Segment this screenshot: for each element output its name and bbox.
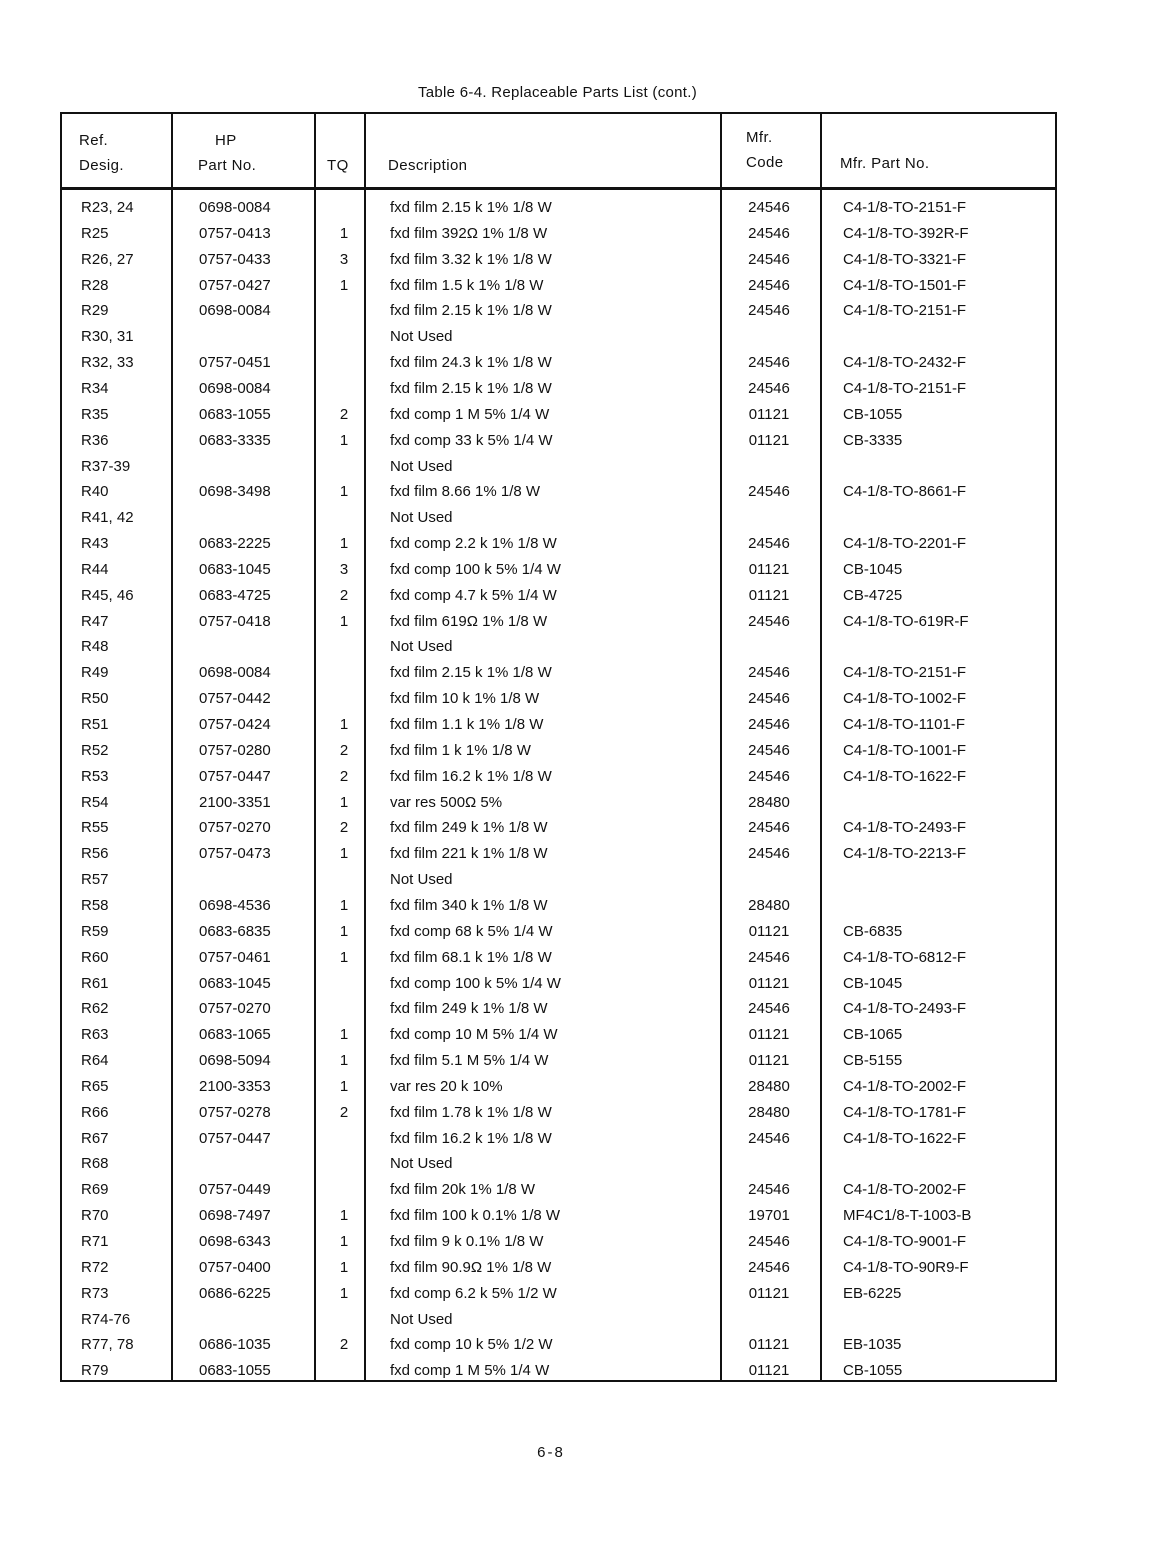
description: fxd comp 2.2 k 1% 1/8 W (390, 535, 557, 553)
description: Not Used (390, 871, 453, 889)
total-quantity: 1 (339, 948, 349, 966)
description: fxd film 24.3 k 1% 1/8 W (390, 354, 552, 372)
hp-part-number: 0686-1035 (199, 1336, 271, 1354)
mfr-code: 24546 (748, 535, 790, 553)
ref-designator: R74-76 (81, 1310, 131, 1328)
mfr-code: 01121 (748, 560, 790, 578)
mfr-part-number: CB-1045 (843, 560, 903, 578)
header-description: Description (388, 157, 468, 174)
table-row (62, 763, 1055, 789)
table-title: Table 6-4. Replaceable Parts List (cont.) (417, 84, 698, 101)
description: Not Used (390, 638, 453, 656)
ref-designator: R72 (81, 1258, 109, 1276)
mfr-part-number: EB-1035 (843, 1336, 902, 1354)
mfr-code: 01121 (748, 1026, 790, 1044)
description: Not Used (390, 509, 453, 527)
description: fxd film 2.15 k 1% 1/8 W (390, 199, 552, 216)
table-row (62, 918, 1055, 944)
table-row (62, 892, 1055, 918)
hp-part-number: 0757-0427 (199, 276, 271, 294)
ref-designator: R36 (81, 431, 109, 449)
description: Not Used (390, 328, 453, 346)
mfr-code: 24546 (748, 1000, 790, 1018)
header-hp-part-no: HP Part No. (198, 132, 257, 174)
table-row (62, 220, 1055, 246)
hp-part-number: 0757-0442 (199, 690, 271, 708)
ref-designator: R44 (81, 560, 109, 578)
parts-table (60, 112, 1057, 1382)
description: fxd comp 100 k 5% 1/4 W (390, 560, 561, 578)
description: fxd film 16.2 k 1% 1/8 W (390, 1129, 552, 1147)
ref-designator: R30, 31 (81, 328, 134, 346)
hp-part-number: 0698-0084 (199, 664, 271, 682)
mfr-part-number: C4-1/8-TO-6812-F (843, 948, 967, 966)
ref-designator: R53 (81, 767, 109, 785)
table-row (62, 504, 1055, 530)
hp-part-number: 0757-0280 (199, 741, 271, 759)
ref-designator: R37-39 (81, 457, 131, 475)
description: Not Used (390, 1155, 453, 1173)
mfr-part-number: CB-6835 (843, 922, 903, 940)
mfr-code: 01121 (748, 974, 790, 992)
description: fxd film 1.78 k 1% 1/8 W (390, 1103, 552, 1121)
mfr-part-number: C4-1/8-TO-3321-F (843, 250, 967, 268)
table-row (62, 582, 1055, 608)
ref-designator: R26, 27 (81, 250, 134, 268)
header-mfr-code: Mfr. Code (746, 129, 784, 171)
table-row (62, 1176, 1055, 1202)
hp-part-number: 0757-0278 (199, 1103, 271, 1121)
table-row (62, 453, 1055, 479)
ref-designator: R73 (81, 1284, 109, 1302)
ref-designator: R66 (81, 1103, 109, 1121)
table-row (62, 401, 1055, 427)
mfr-part-number: C4-1/8-TO-2151-F (843, 302, 967, 320)
mfr-code: 24546 (748, 379, 790, 397)
total-quantity: 1 (339, 535, 349, 553)
total-quantity: 1 (339, 1077, 349, 1095)
description: fxd film 619Ω 1% 1/8 W (390, 612, 548, 630)
mfr-part-number: C4-1/8-TO-1001-F (843, 741, 967, 759)
table-row (62, 711, 1055, 737)
description: fxd film 16.2 k 1% 1/8 W (390, 767, 552, 785)
description: fxd comp 68 k 5% 1/4 W (390, 922, 553, 940)
ref-designator: R32, 33 (81, 354, 134, 372)
description: var res 500Ω 5% (390, 793, 503, 811)
table-row (62, 1150, 1055, 1176)
mfr-part-number: CB-3335 (843, 431, 903, 449)
hp-part-number: 0698-5094 (199, 1052, 271, 1070)
total-quantity: 3 (339, 250, 349, 268)
total-quantity: 1 (339, 896, 349, 914)
ref-designator: R55 (81, 819, 109, 837)
ref-designator: R54 (81, 793, 109, 811)
total-quantity: 1 (339, 612, 349, 630)
ref-designator: R69 (81, 1181, 109, 1199)
table-row (62, 530, 1055, 556)
hp-part-number: 0757-0400 (199, 1258, 271, 1276)
total-quantity: 1 (339, 431, 349, 449)
table-row (62, 814, 1055, 840)
total-quantity: 1 (339, 483, 349, 501)
mfr-part-number: C4-1/8-TO-2151-F (843, 379, 967, 397)
total-quantity: 1 (339, 276, 349, 294)
table-row (62, 789, 1055, 815)
table-row (62, 944, 1055, 970)
mfr-code: 19701 (748, 1207, 790, 1225)
mfr-part-number: C4-1/8-TO-8661-F (843, 483, 967, 501)
table-row (62, 478, 1055, 504)
ref-designator: R29 (81, 302, 109, 320)
table-row (62, 840, 1055, 866)
description: var res 20 k 10% (390, 1077, 503, 1095)
description: fxd film 100 k 0.1% 1/8 W (390, 1207, 561, 1225)
description: fxd film 3.32 k 1% 1/8 W (390, 250, 552, 268)
mfr-code: 01121 (748, 1052, 790, 1070)
description: Not Used (390, 457, 453, 475)
ref-designator: R68 (81, 1155, 109, 1173)
mfr-part-number: CB-5155 (843, 1052, 903, 1070)
ref-designator: R58 (81, 896, 109, 914)
mfr-part-number: C4-1/8-TO-1622-F (843, 1129, 967, 1147)
hp-part-number: 0757-0447 (199, 767, 271, 785)
hp-part-number: 0683-1055 (199, 405, 271, 423)
table-row (62, 194, 1055, 220)
mfr-code: 28480 (748, 896, 790, 914)
total-quantity: 1 (339, 922, 349, 940)
hp-part-number: 0757-0449 (199, 1181, 271, 1199)
mfr-code: 28480 (748, 793, 790, 811)
mfr-part-number: CB-4725 (843, 586, 903, 604)
ref-designator: R49 (81, 664, 109, 682)
hp-part-number: 0698-3498 (199, 483, 271, 501)
description: fxd comp 100 k 5% 1/4 W (390, 974, 561, 992)
ref-designator: R35 (81, 405, 109, 423)
total-quantity: 2 (339, 1103, 349, 1121)
table-row (62, 375, 1055, 401)
hp-part-number: 0698-0084 (199, 379, 271, 397)
ref-designator: R34 (81, 379, 109, 397)
mfr-code: 01121 (748, 1336, 790, 1354)
description: fxd film 249 k 1% 1/8 W (390, 819, 548, 837)
mfr-part-number: C4-1/8-TO-9001-F (843, 1233, 967, 1250)
description: fxd comp 10 k 5% 1/2 W (390, 1336, 553, 1354)
description: fxd comp 4.7 k 5% 1/4 W (390, 586, 557, 604)
ref-designator: R64 (81, 1052, 109, 1070)
ref-designator: R51 (81, 716, 109, 733)
total-quantity: 1 (339, 1258, 349, 1276)
mfr-part-number: C4-1/8-TO-2201-F (843, 535, 967, 553)
ref-designator: R79 (81, 1362, 109, 1380)
table-row (62, 685, 1055, 711)
total-quantity: 2 (339, 741, 349, 759)
table-row (62, 737, 1055, 763)
ref-designator: R41, 42 (81, 509, 134, 527)
description: fxd film 90.9Ω 1% 1/8 W (390, 1258, 552, 1276)
hp-part-number: 0698-7497 (199, 1207, 271, 1225)
table-row (62, 1280, 1055, 1306)
mfr-code: 24546 (748, 1258, 790, 1276)
mfr-code: 24546 (748, 690, 790, 708)
mfr-code: 24546 (748, 612, 790, 630)
mfr-code: 01121 (748, 1362, 790, 1380)
table-row (62, 659, 1055, 685)
ref-designator: R62 (81, 1000, 109, 1018)
ref-designator: R59 (81, 922, 109, 940)
ref-designator: R56 (81, 845, 109, 863)
mfr-code: 24546 (748, 1233, 790, 1250)
table-row (62, 1228, 1055, 1254)
mfr-part-number: C4-1/8-TO-1622-F (843, 767, 967, 785)
ref-designator: R47 (81, 612, 109, 630)
mfr-code: 24546 (748, 741, 790, 759)
description: fxd comp 1 M 5% 1/4 W (390, 1362, 550, 1380)
mfr-code: 01121 (748, 586, 790, 604)
mfr-part-number: C4-1/8-TO-2432-F (843, 354, 967, 372)
description: fxd film 8.66 1% 1/8 W (390, 483, 541, 501)
ref-designator: R23, 24 (81, 199, 134, 216)
table-row (62, 1073, 1055, 1099)
hp-part-number: 0683-4725 (199, 586, 271, 604)
total-quantity: 1 (339, 1233, 349, 1250)
table-row (62, 995, 1055, 1021)
mfr-part-number: C4-1/8-TO-2213-F (843, 845, 967, 863)
total-quantity: 2 (339, 405, 349, 423)
table-row (62, 633, 1055, 659)
table-row (62, 1306, 1055, 1332)
hp-part-number: 0698-4536 (199, 896, 271, 914)
hp-part-number: 0683-1055 (199, 1362, 271, 1380)
ref-designator: R70 (81, 1207, 109, 1225)
description: fxd film 5.1 M 5% 1/4 W (390, 1052, 549, 1070)
hp-part-number: 0757-0433 (199, 250, 271, 268)
table-row (62, 349, 1055, 375)
mfr-part-number: C4-1/8-TO-1501-F (843, 276, 967, 294)
ref-designator: R60 (81, 948, 109, 966)
table-row (62, 1021, 1055, 1047)
hp-part-number: 0683-6835 (199, 922, 271, 940)
hp-part-number: 0757-0451 (199, 354, 271, 372)
table-row (62, 866, 1055, 892)
hp-part-number: 0683-1065 (199, 1026, 271, 1044)
mfr-code: 28480 (748, 1077, 790, 1095)
mfr-part-number: C4-1/8-TO-392R-F (843, 224, 969, 242)
ref-designator: R67 (81, 1129, 109, 1147)
hp-part-number: 0757-0447 (199, 1129, 271, 1147)
mfr-code: 01121 (748, 431, 790, 449)
description: Not Used (390, 1310, 453, 1328)
ref-designator: R43 (81, 535, 109, 553)
table-row (62, 1331, 1055, 1357)
mfr-code: 24546 (748, 819, 790, 837)
ref-designator: R52 (81, 741, 109, 759)
table-row (62, 323, 1055, 349)
hp-part-number: 0698-6343 (199, 1233, 271, 1250)
ref-designator: R61 (81, 974, 109, 992)
description: fxd comp 33 k 5% 1/4 W (390, 431, 553, 449)
hp-part-number: 0757-0270 (199, 819, 271, 837)
mfr-code: 24546 (748, 354, 790, 372)
hp-part-number: 2100-3353 (199, 1077, 271, 1095)
mfr-part-number: C4-1/8-TO-1002-F (843, 690, 967, 708)
mfr-code: 24546 (748, 483, 790, 501)
hp-part-number: 0757-0418 (199, 612, 271, 630)
hp-part-number: 0757-0413 (199, 224, 271, 242)
table-row (62, 608, 1055, 634)
ref-designator: R40 (81, 483, 109, 501)
mfr-part-number: CB-1045 (843, 974, 903, 992)
table-row (62, 1254, 1055, 1280)
mfr-part-number: C4-1/8-TO-619R-F (843, 612, 969, 630)
ref-designator: R63 (81, 1026, 109, 1044)
mfr-part-number: C4-1/8-TO-1101-F (843, 716, 965, 733)
header-mfr-part-no: Mfr. Part No. (840, 155, 930, 172)
header-tq: TQ (327, 157, 349, 174)
mfr-code: 24546 (748, 224, 790, 242)
mfr-code: 24546 (748, 1181, 790, 1199)
mfr-part-number: CB-1065 (843, 1026, 903, 1044)
description: fxd film 2.15 k 1% 1/8 W (390, 379, 552, 397)
mfr-part-number: CB-1055 (843, 405, 903, 423)
mfr-code: 24546 (748, 716, 790, 733)
hp-part-number: 0757-0473 (199, 845, 271, 863)
ref-designator: R48 (81, 638, 109, 656)
hp-part-number: 0686-6225 (199, 1284, 271, 1302)
table-row (62, 1099, 1055, 1125)
description: fxd film 1.1 k 1% 1/8 W (390, 716, 544, 733)
mfr-part-number: MF4C1/8-T-1003-B (843, 1207, 972, 1225)
table-row (62, 1357, 1055, 1383)
mfr-part-number: C4-1/8-TO-2493-F (843, 819, 967, 837)
table-row (62, 297, 1055, 323)
total-quantity: 1 (339, 1284, 349, 1302)
mfr-part-number: C4-1/8-TO-2002-F (843, 1077, 967, 1095)
hp-part-number: 0698-0084 (199, 302, 271, 320)
mfr-code: 24546 (748, 302, 790, 320)
hp-part-number: 0757-0424 (199, 716, 271, 733)
total-quantity: 1 (339, 1026, 349, 1044)
mfr-code: 24546 (748, 1129, 790, 1147)
mfr-code: 01121 (748, 922, 790, 940)
description: fxd film 2.15 k 1% 1/8 W (390, 302, 552, 320)
hp-part-number: 0757-0270 (199, 1000, 271, 1018)
ref-designator: R71 (81, 1233, 109, 1250)
description: fxd film 9 k 0.1% 1/8 W (390, 1233, 544, 1250)
description: fxd film 20k 1% 1/8 W (390, 1181, 536, 1199)
description: fxd film 1.5 k 1% 1/8 W (390, 276, 544, 294)
mfr-part-number: C4-1/8-TO-1781-F (843, 1103, 967, 1121)
mfr-code: 24546 (748, 767, 790, 785)
table-row (62, 556, 1055, 582)
header-divider (62, 187, 1055, 190)
total-quantity: 1 (339, 716, 349, 733)
page-number: 6-8 (537, 1444, 565, 1461)
ref-designator: R57 (81, 871, 109, 889)
total-quantity: 2 (339, 586, 349, 604)
mfr-code: 24546 (748, 948, 790, 966)
mfr-code: 24546 (748, 250, 790, 268)
description: fxd film 10 k 1% 1/8 W (390, 690, 540, 708)
hp-part-number: 2100-3351 (199, 793, 271, 811)
total-quantity: 2 (339, 819, 349, 837)
mfr-code: 24546 (748, 199, 790, 216)
description: fxd film 392Ω 1% 1/8 W (390, 224, 548, 242)
mfr-code: 28480 (748, 1103, 790, 1121)
mfr-part-number: C4-1/8-TO-2151-F (843, 199, 967, 216)
ref-designator: R45, 46 (81, 586, 134, 604)
total-quantity: 1 (339, 224, 349, 242)
hp-part-number: 0683-2225 (199, 535, 271, 553)
total-quantity: 1 (339, 1052, 349, 1070)
table-row (62, 1125, 1055, 1151)
table-row (62, 246, 1055, 272)
total-quantity: 1 (339, 793, 349, 811)
mfr-part-number: C4-1/8-TO-2151-F (843, 664, 967, 682)
table-row (62, 1047, 1055, 1073)
description: fxd film 2.15 k 1% 1/8 W (390, 664, 552, 682)
ref-designator: R25 (81, 224, 109, 242)
table-row (62, 272, 1055, 298)
description: fxd comp 1 M 5% 1/4 W (390, 405, 550, 423)
mfr-code: 24546 (748, 276, 790, 294)
header-ref: Ref. Desig. (79, 132, 124, 174)
mfr-part-number: C4-1/8-TO-2002-F (843, 1181, 967, 1199)
hp-part-number: 0683-1045 (199, 974, 271, 992)
description: fxd comp 10 M 5% 1/4 W (390, 1026, 558, 1044)
description: fxd comp 6.2 k 5% 1/2 W (390, 1284, 557, 1302)
mfr-code: 24546 (748, 664, 790, 682)
description: fxd film 1 k 1% 1/8 W (390, 741, 531, 759)
mfr-part-number: C4-1/8-TO-90R9-F (843, 1258, 969, 1276)
total-quantity: 2 (339, 1336, 349, 1354)
total-quantity: 3 (339, 560, 349, 578)
description: fxd film 340 k 1% 1/8 W (390, 896, 548, 914)
hp-part-number: 0683-3335 (199, 431, 271, 449)
mfr-code: 24546 (748, 845, 790, 863)
ref-designator: R50 (81, 690, 109, 708)
ref-designator: R77, 78 (81, 1336, 134, 1354)
description: fxd film 68.1 k 1% 1/8 W (390, 948, 552, 966)
mfr-code: 01121 (748, 405, 790, 423)
hp-part-number: 0683-1045 (199, 560, 271, 578)
ref-designator: R28 (81, 276, 109, 294)
total-quantity: 1 (339, 845, 349, 863)
ref-designator: R65 (81, 1077, 109, 1095)
total-quantity: 2 (339, 767, 349, 785)
mfr-part-number: C4-1/8-TO-2493-F (843, 1000, 967, 1018)
total-quantity: 1 (339, 1207, 349, 1225)
mfr-code: 01121 (748, 1284, 790, 1302)
description: fxd film 221 k 1% 1/8 W (390, 845, 548, 863)
mfr-part-number: EB-6225 (843, 1284, 902, 1302)
table-row (62, 427, 1055, 453)
mfr-part-number: CB-1055 (843, 1362, 903, 1380)
table-row (62, 970, 1055, 996)
description: fxd film 249 k 1% 1/8 W (390, 1000, 548, 1018)
hp-part-number: 0698-0084 (199, 199, 271, 216)
table-row (62, 1202, 1055, 1228)
hp-part-number: 0757-0461 (199, 948, 271, 966)
